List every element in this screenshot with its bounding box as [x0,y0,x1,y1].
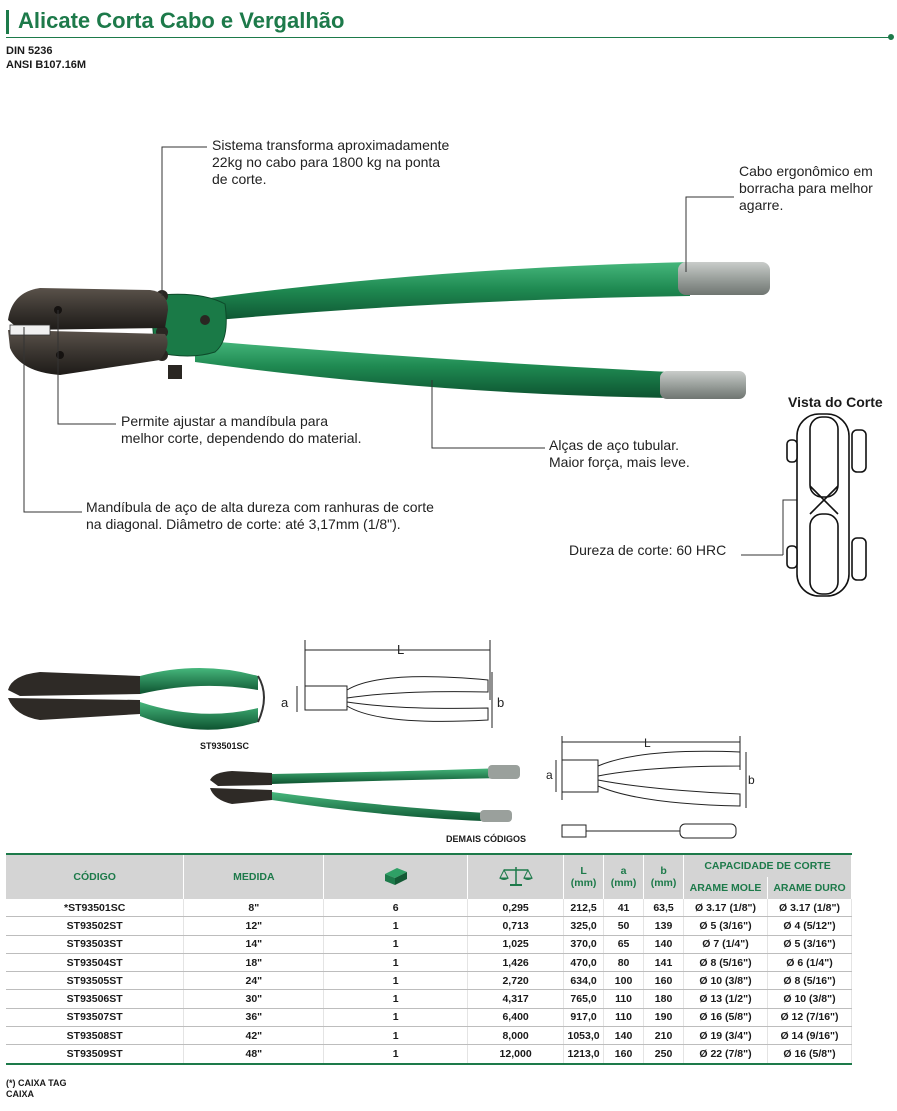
cell-weight: 0,295 [468,899,564,917]
cell-soft-wire: Ø 7 (1/4") [684,935,768,953]
cell-length: 212,5 [564,899,604,917]
product-variants-illustration [0,630,897,852]
system-callout-line2: 22kg no cabo para 1800 kg na ponta [212,154,441,170]
standard-din: DIN 5236 [6,45,53,57]
small-cutter-ST93501SC [8,668,264,730]
cell-weight: 1,025 [468,935,564,953]
grip-callout [739,163,873,214]
lower-jaw [8,330,168,375]
cell-code: ST93502ST [6,917,184,935]
footnote-caixa: CAIXA [6,1089,35,1099]
cell-qty: 6 [324,899,468,917]
cell-code: ST93503ST [6,935,184,953]
cell-code: *ST93501SC [6,899,184,917]
cell-qty: 1 [324,1027,468,1045]
spec-table-body [6,899,852,1064]
header-b [644,854,684,899]
cell-qty: 1 [324,1045,468,1064]
upper-handle [195,262,690,322]
cell-length: 765,0 [564,990,604,1008]
cell-size: 30" [184,990,324,1008]
cell-b: 180 [644,990,684,1008]
handles-callout-line2: Maior força, mais leve. [549,454,690,470]
table-row [6,1045,852,1064]
header-hard-wire: ARAME DURO [767,877,851,899]
header-size: MEDIDA [184,854,324,899]
box-icon [324,854,468,899]
header-L [564,854,604,899]
dim-b-small: b [497,695,505,710]
jaw-callout [86,499,434,533]
adjust-callout-line1: Permite ajustar a mandíbula para [121,413,328,429]
dim-L-large: L [644,736,651,750]
cell-b: 190 [644,1008,684,1026]
cell-hard-wire: Ø 16 (5/8") [767,1045,851,1064]
cell-length: 470,0 [564,953,604,971]
cell-a: 110 [604,990,644,1008]
cell-a: 50 [604,917,644,935]
cell-qty: 1 [324,990,468,1008]
cell-length: 1213,0 [564,1045,604,1064]
cell-weight: 4,317 [468,990,564,1008]
table-row [6,899,852,917]
cell-weight: 6,400 [468,1008,564,1026]
cell-length: 917,0 [564,1008,604,1026]
cell-soft-wire: Ø 5 (3/16") [684,917,768,935]
table-row [6,935,852,953]
footnotes [6,1078,67,1100]
cell-size: 42" [184,1027,324,1045]
cell-hard-wire: Ø 10 (3/8") [767,990,851,1008]
page-title: Alicate Corta Cabo e Vergalhão [18,8,345,33]
cell-b: 250 [644,1045,684,1064]
dim-a-large: a [546,768,553,782]
label-ST93501SC: ST93501SC [200,741,250,751]
spec-table [6,853,852,1065]
cell-b: 160 [644,972,684,990]
adjust-callout-line2: melhor corte, dependendo do material. [121,430,362,446]
cell-size: 14" [184,935,324,953]
jaw-callout-line2: na diagonal. Diâmetro de corte: até 3,17mm (1/8"). [86,516,401,532]
cell-qty: 1 [324,917,468,935]
cell-a: 80 [604,953,644,971]
cell-length: 1053,0 [564,1027,604,1045]
cell-qty: 1 [324,972,468,990]
cell-a: 100 [604,972,644,990]
cell-size: 24" [184,972,324,990]
dimension-drawing-small [297,640,492,728]
grip-callout-line3: agarre. [739,197,784,213]
cell-soft-wire: Ø 8 (5/16") [684,953,768,971]
cell-code: ST93504ST [6,953,184,971]
upper-grip [678,262,770,295]
cell-b: 63,5 [644,899,684,917]
cell-a: 65 [604,935,644,953]
cell-a: 140 [604,1027,644,1045]
header-code: CÓDIGO [6,854,184,899]
header-soft-wire: ARAME MOLE [684,877,768,899]
header-a-unit: (mm) [610,877,637,889]
cell-soft-wire: Ø 3.17 (1/8") [684,899,768,917]
label-other-codes: DEMAIS CÓDIGOS [446,834,527,844]
table-row [6,1008,852,1026]
cell-size: 18" [184,953,324,971]
cell-length: 634,0 [564,972,604,990]
cell-b: 141 [644,953,684,971]
cell-hard-wire: Ø 14 (9/16") [767,1027,851,1045]
cell-code: ST93505ST [6,972,184,990]
cell-code: ST93507ST [6,1008,184,1026]
cell-size: 36" [184,1008,324,1026]
cell-qty: 1 [324,953,468,971]
header-b-letter: b [660,865,667,877]
cell-size: 48" [184,1045,324,1064]
cell-hard-wire: Ø 6 (1/4") [767,953,851,971]
header-L-unit: (mm) [570,877,597,889]
lower-grip [660,371,746,399]
cell-hard-wire: Ø 4 (5/12") [767,917,851,935]
cell-size: 12" [184,917,324,935]
cell-hard-wire: Ø 3.17 (1/8") [767,899,851,917]
cell-a: 110 [604,1008,644,1026]
cell-a: 160 [604,1045,644,1064]
cell-code: ST93509ST [6,1045,184,1064]
cell-soft-wire: Ø 22 (7/8") [684,1045,768,1064]
cell-b: 210 [644,1027,684,1045]
header-capacity: CAPACIDADE DE CORTE [684,854,852,877]
cell-hard-wire: Ø 5 (3/16") [767,935,851,953]
upper-jaw [8,288,168,330]
handles-callout [549,437,690,471]
grip-callout-line1: Cabo ergonômico em [739,163,873,179]
cell-size: 8" [184,899,324,917]
cell-length: 325,0 [564,917,604,935]
cell-code: ST93508ST [6,1027,184,1045]
table-row [6,990,852,1008]
table-row [6,953,852,971]
cell-a: 41 [604,899,644,917]
cell-code: ST93506ST [6,990,184,1008]
system-callout-line1: Sistema transforma aproximadamente [212,137,450,153]
hardness-callout: Dureza de corte: 60 HRC [569,542,727,558]
system-callout-line3: de corte. [212,171,267,187]
scale-icon [468,854,564,899]
dim-a-small: a [281,695,289,710]
table-row [6,1027,852,1045]
cell-hard-wire: Ø 8 (5/16") [767,972,851,990]
cell-weight: 12,000 [468,1045,564,1064]
cell-soft-wire: Ø 16 (5/8") [684,1008,768,1026]
cell-hard-wire: Ø 12 (7/16") [767,1008,851,1026]
table-row [6,917,852,935]
table-row [6,972,852,990]
dim-L-small: L [397,642,405,657]
cell-soft-wire: Ø 10 (3/8") [684,972,768,990]
header-a [604,854,644,899]
header-b-unit: (mm) [650,877,677,889]
cell-weight: 0,713 [468,917,564,935]
jaw-callout-line1: Mandíbula de aço de alta dureza com ranhuras de corte [86,499,434,515]
cell-qty: 1 [324,935,468,953]
dim-b-large: b [748,773,755,787]
cell-soft-wire: Ø 13 (1/2") [684,990,768,1008]
header-L-letter: L [580,865,587,877]
cell-length: 370,0 [564,935,604,953]
handles-callout-line1: Alças de aço tubular. [549,437,679,453]
cell-b: 139 [644,917,684,935]
header-a-letter: a [620,865,627,877]
system-callout [212,137,449,188]
adjust-callout [121,413,361,447]
cell-weight: 1,426 [468,953,564,971]
cell-qty: 1 [324,1008,468,1026]
dimension-drawing-large [556,736,746,838]
cell-b: 140 [644,935,684,953]
section-view-title: Vista do Corte [788,394,883,410]
cell-soft-wire: Ø 19 (3/4") [684,1027,768,1045]
cell-weight: 2,720 [468,972,564,990]
section-view [787,414,866,596]
standard-ansi: ANSI B107.16M [6,59,87,71]
long-cutter-other-codes [210,765,520,822]
cell-weight: 8,000 [468,1027,564,1045]
grip-callout-line2: borracha para melhor [739,180,873,196]
footnote-caixa-tag: (*) CAIXA TAG [6,1078,67,1088]
